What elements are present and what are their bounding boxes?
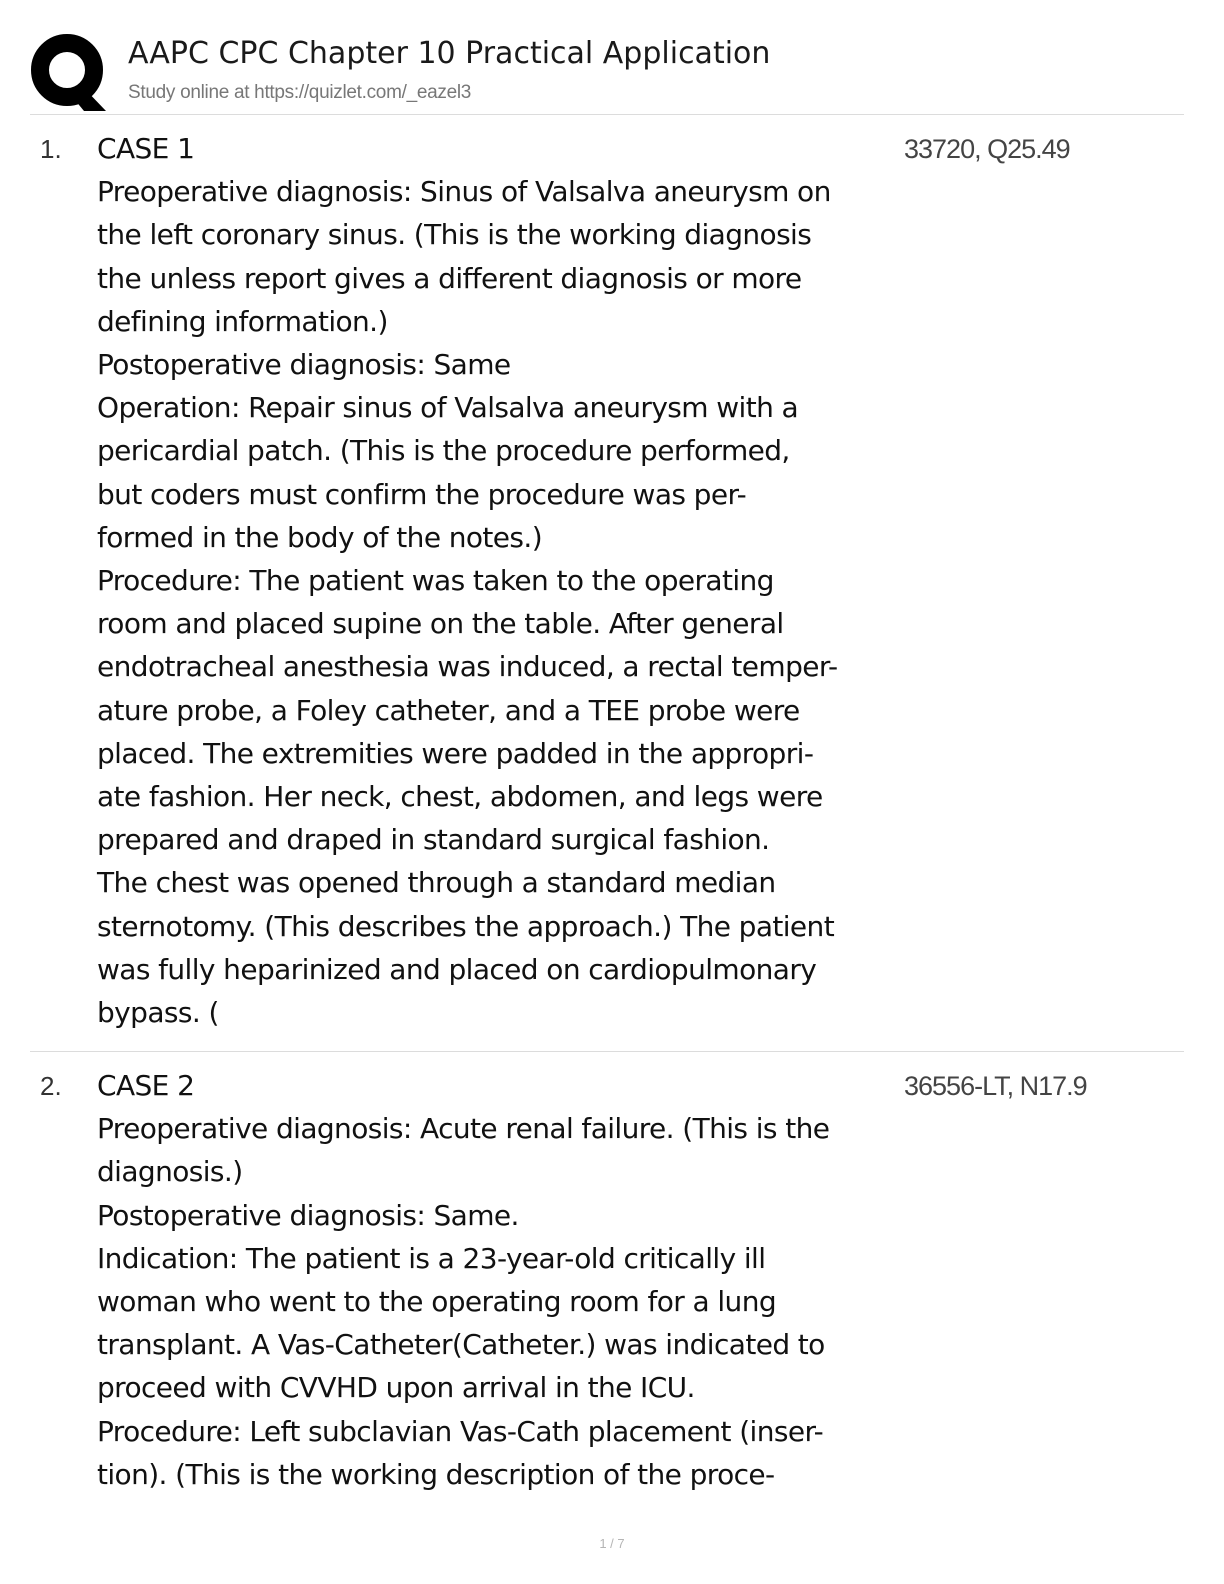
page-indicator: 1 / 7 [599,1536,625,1551]
term-line: bypass. ( [97,996,219,1030]
term-line: ate fashion. Her neck, chest, abdomen, and legs were [97,780,823,814]
term-line: Preoperative diagnosis: Acute renal failure. (This is the [97,1112,830,1146]
term-line: but coders must confirm the procedure was per- [97,477,747,511]
card-definition: 33720, Q25.49 [904,134,1070,164]
term-line: room and placed supine on the table. After general [97,607,784,641]
term-line: pericardial patch. (This is the procedure performed, [97,434,790,468]
term-line: CASE 1 [97,132,195,165]
card-divider [30,1051,1184,1052]
quizlet-logo-icon [30,32,110,112]
card-number: 1. [40,134,62,164]
term-line: diagnosis.) [97,1155,243,1189]
term-line: sternotomy. (This describes the approach.) The patient [97,909,835,943]
term-line: Procedure: The patient was taken to the operating [97,564,774,598]
term-line: placed. The extremities were padded in the appropri- [97,736,814,770]
term-line: Postoperative diagnosis: Same. [97,1198,519,1232]
term-line: defining information.) [97,304,388,338]
term-line: Indication: The patient is a 23-year-old critically ill [97,1241,766,1275]
term-line: The chest was opened through a standard median [97,866,776,900]
study-online-link[interactable]: Study online at https://quizlet.com/_eazel3 [128,82,472,103]
term-line: prepared and draped in standard surgical fashion. [97,823,770,857]
card-number: 2. [40,1071,62,1101]
term-line: the left coronary sinus. (This is the working diagnosis [97,218,812,252]
term-line: CASE 2 [97,1069,195,1102]
term-line: tion). (This is the working description of the proce- [97,1457,775,1491]
card-term [97,1064,907,1496]
term-line: endotracheal anesthesia was induced, a rectal temper- [97,650,838,684]
term-line: proceed with CVVHD upon arrival in the ICU. [97,1371,695,1405]
term-line: woman who went to the operating room for a lung [97,1285,777,1319]
term-line: ature probe, a Foley catheter, and a TEE probe were [97,693,800,727]
term-line: transplant. A Vas-Catheter(Catheter.) was indicated to [97,1328,825,1362]
card-definition: 36556-LT, N17.9 [904,1071,1087,1101]
header-divider [30,114,1184,115]
term-line: the unless report gives a different diagnosis or more [97,261,802,295]
term-line: Procedure: Left subclavian Vas-Cath placement (inser- [97,1414,824,1448]
term-line: Preoperative diagnosis: Sinus of Valsalva aneurysm on [97,175,831,209]
term-line: Operation: Repair sinus of Valsalva aneurysm with a [97,391,799,425]
term-line: formed in the body of the notes.) [97,520,543,554]
term-line: was fully heparinized and placed on cardiopulmonary [97,952,817,986]
set-title: AAPC CPC Chapter 10 Practical Application [128,36,771,71]
card-term [97,127,907,1034]
page-header [30,28,1184,114]
term-line: Postoperative diagnosis: Same [97,348,511,382]
